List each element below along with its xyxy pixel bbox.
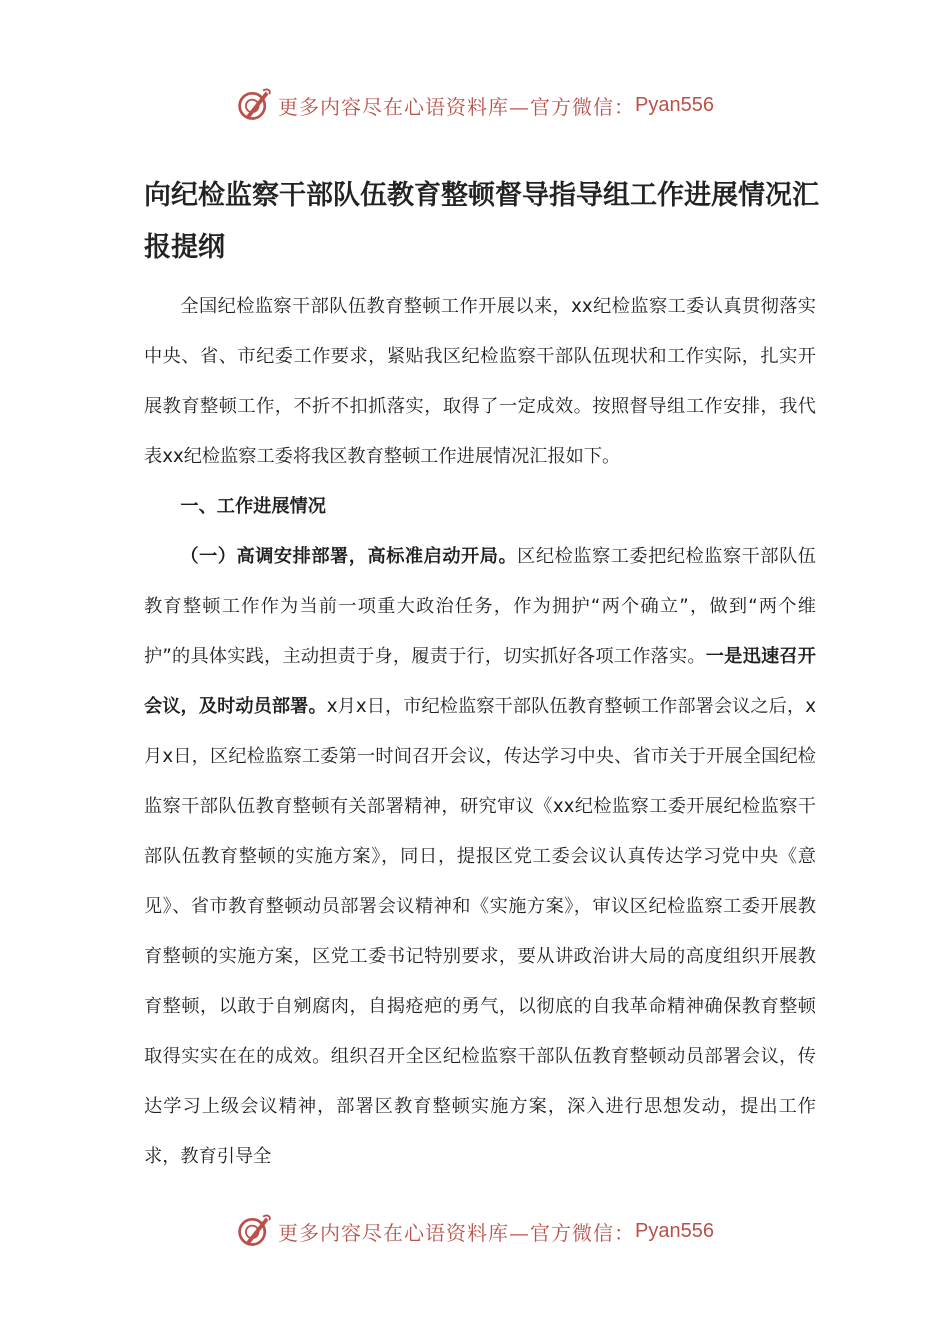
banner-handle: Pyan556 bbox=[635, 1219, 714, 1242]
subsection-heading: （一）高调安排部署，高标准启动开局。 bbox=[180, 546, 518, 567]
point-text: x月x日，市纪检监察干部队伍教育整顿工作部署会议之后，x月x日，区纪检监察工委第一时间召开会议，传达学习中央、省市关于开展全国纪检监察干部队伍教育整顿有关部署精神，研究审议《xx纪检监察工委开展纪检监察干部队伍教育整顿的实施方案》，同日，提报区党工委会议认真传达学习党中央《意见》、省市教育整顿动员部署会议精神和《实施方案》，审议区纪检监察工委开展教育整顿的实施方案，区党工委书记特别要求，要从讲政治讲大局的高度组织开展教育整顿，以敢于自剜腐肉，自揭疮疤的勇气，以彻底的自我革命精神确保教育整顿取得实实在在的成效。组织召开全区纪检监察干部队伍教育整顿动员部署会议，传达学习上级会议精神，部署区教育整顿实施方案，深入进行思想发动，提出工作求，教育引导全 bbox=[144, 696, 816, 1167]
banner-text: 更多内容尽在心语资料库—官方微信： bbox=[278, 94, 636, 119]
document-body bbox=[144, 282, 816, 1182]
section-heading: 一、工作进展情况 bbox=[180, 496, 326, 517]
banner-handle: Pyan556 bbox=[635, 93, 714, 116]
footer-watermark-banner bbox=[0, 1208, 950, 1254]
subsection-paragraph bbox=[144, 532, 816, 1182]
intro-paragraph: 全国纪检监察干部队伍教育整顿工作开展以来，xx纪检监察工委认真贯彻落实中央、省、市纪委工作要求，紧贴我区纪检监察干部队伍现状和工作实际，扎实开展教育整顿工作，不折不扣抓落实，取得了一定成效。按照督导组工作安排，我代表xx纪检监察工委将我区教育整顿工作进展情况汇报如下。 bbox=[144, 296, 816, 467]
subsection-text: 区纪检监察工委把纪检监察干部队伍教育整顿工作作为当前一项重大政治任务，作为拥护“两个确立”，做到“两个维护”的具体实践，主动担责于身，履责于行，切实抓好各项工作落实。 bbox=[144, 546, 816, 667]
document-title: 向纪检监察干部队伍教育整顿督导指导组工作进展情况汇报提纲 bbox=[144, 180, 819, 263]
header-watermark-banner bbox=[0, 82, 950, 128]
point-heading: 一是迅速召开会议，及时动员部署。 bbox=[144, 646, 816, 717]
quill-seal-icon bbox=[236, 1213, 272, 1249]
banner-text: 更多内容尽在心语资料库—官方微信： bbox=[278, 1220, 636, 1245]
quill-seal-icon bbox=[236, 87, 272, 123]
